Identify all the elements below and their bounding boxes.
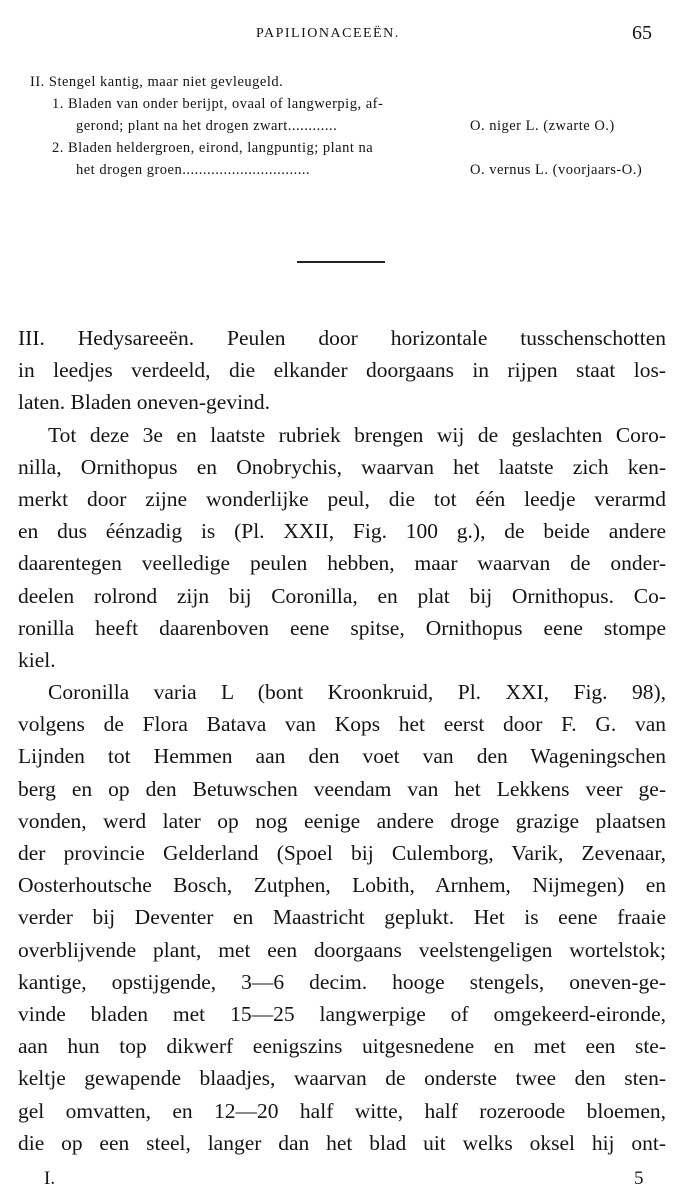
text-line: volgens de Flora Batava van Kops het eerst door F. G. van (18, 712, 666, 737)
key-line (30, 118, 670, 140)
text-line: Lijnden tot Hemmen aan den voet van den Wageningschen (18, 744, 666, 769)
text-line: berg en op den Betuwschen veendam van het Lekkens veer ge- (18, 776, 666, 801)
text-line: en dus éénzadig is (Pl. XXII, Fig. 100 g.), de beide andere (18, 519, 666, 544)
text-line: overblijvende plant, met een doorgaans veelstengeligen wortelstok; (18, 937, 666, 962)
running-head (0, 22, 678, 46)
text-line: in leedjes verdeeld, die elkander doorgaans in rijpen staat los- (18, 358, 666, 383)
signature-mark: I. (44, 1168, 56, 1189)
text-line: nilla, Ornithopus en Onobrychis, waarvan het laatste zich ken- (18, 454, 666, 479)
text-line: III. Hedysareeën. Peulen door horizontale tusschenschotten (18, 326, 666, 350)
page-number: 65 (632, 22, 652, 44)
text-line: merkt door zijne wonderlijke peul, die tot één leedje verarmd (18, 486, 666, 511)
key-species: O. vernus L. (voorjaars-O.) (470, 162, 643, 178)
text-line: Coronilla varia L (bont Kroonkruid, Pl. XXI, Fig. 98), (48, 680, 666, 705)
sheet-number: 5 (634, 1168, 644, 1189)
text-line: keltje gewapende blaadjes, waarvan de onderste twee den sten- (18, 1066, 666, 1091)
section-divider (297, 261, 385, 263)
key-line (30, 162, 670, 184)
key-leader-dots: ............................... (182, 162, 311, 178)
text-line: die op een steel, langer dan het blad uit welks oksel hij ont- (18, 1130, 666, 1155)
text-line: gel omvatten, en 12—20 half witte, half rozeroode bloemen, (18, 1098, 666, 1123)
body-text (18, 322, 666, 1159)
text-line: kantige, opstijgende, 3—6 decim. hooge stengels, oneven-ge- (18, 969, 666, 994)
text-line: verder bij Deventer en Maastricht geplukt. Het is eene fraaie (18, 905, 666, 930)
text-line: aan hun top dikwerf eenigszins uitgesnedene en met een ste- (18, 1034, 666, 1059)
key-species: O. niger L. (zwarte O.) (470, 118, 615, 134)
identification-key (30, 74, 670, 184)
text-line: deelen rolrond zijn bij Coronilla, en plat bij Ornithopus. Co- (18, 583, 666, 608)
key-line: 1. Bladen van onder berijpt, ovaal of langwerpig, af- (52, 96, 384, 112)
text-line: Oosterhoutsche Bosch, Zutphen, Lobith, Arnhem, Nijmegen) en (18, 873, 666, 898)
key-line: II. Stengel kantig, maar niet gevleugeld. (30, 74, 284, 90)
text-line: vinde bladen met 15—25 langwerpige of omgekeerd-eironde, (18, 1001, 666, 1026)
key-line: 2. Bladen heldergroen, eirond, langpuntig; plant na (52, 140, 374, 156)
text-line: der provincie Gelderland (Spoel bij Culemborg, Varik, Zevenaar, (18, 841, 666, 865)
text-line: vonden, werd later op nog eenige andere droge grazige plaatsen (18, 808, 666, 833)
text-line: kiel. (18, 647, 56, 672)
text-line: daarentegen veelledige peulen hebben, maar waarvan de onder- (18, 551, 666, 576)
running-title: PAPILIONACEEËN. (256, 26, 400, 41)
key-line-text: het drogen groen (76, 162, 183, 178)
key-leader-dots: ............ (287, 118, 338, 134)
text-line: laten. Bladen oneven-gevind. (18, 390, 270, 415)
key-line-text: gerond; plant na het drogen zwart (76, 118, 288, 134)
text-line: Tot deze 3e en laatste rubriek brengen wij de geslachten Coro- (48, 422, 666, 447)
text-line: ronilla heeft daarenboven eene spitse, Ornithopus eene stompe (18, 615, 666, 640)
